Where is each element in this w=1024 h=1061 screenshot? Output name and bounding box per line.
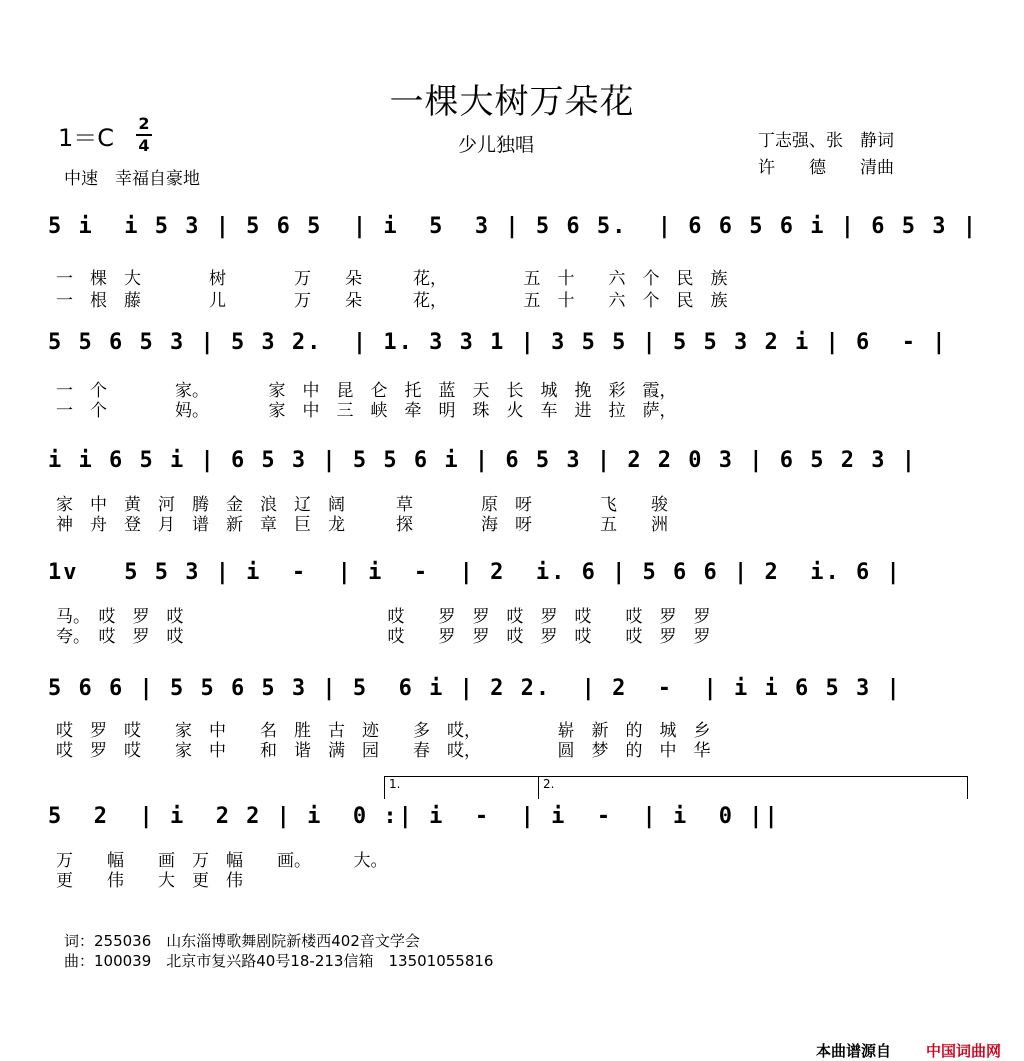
notation-line: i i 6 5 i | 6 5 3 | 5 5 6 i | 6 5 3 | 2 2 0 3 | 6 5 2 3 |	[48, 448, 917, 473]
lyric-verse-1: 一 个 家。 家 中 昆 仑 托 蓝 天 长 城 挽 彩 霞，	[56, 381, 677, 401]
source-site-link[interactable]: 中国词曲网	[926, 1042, 1002, 1060]
time-signature-bottom: 4	[138, 136, 150, 155]
composer-credit: 许 德 清曲	[758, 158, 894, 178]
notation-line: 5 2 | i 2 2 | i 0 :| i - | i - | i 0 ||	[48, 804, 780, 829]
tempo-marking: 中速 幸福自豪地	[64, 169, 200, 189]
time-signature-top: 2	[138, 114, 150, 133]
lyric-verse-2: 哎 罗 哎 家 中 和 谐 满 园 春 哎， 圆 梦 的 中 华	[56, 741, 711, 761]
notation-line: 5 5 6 5 3 | 5 3 2. | 1. 3 3 1 | 3 5 5 | 5 5 3 2 i | 6 - |	[48, 330, 948, 355]
score-row-2	[48, 330, 978, 450]
volta-bracket-1: 1.	[384, 776, 539, 799]
lyric-verse-2: 夸。 哎 罗 哎 哎 罗 罗 哎 罗 哎 哎 罗 罗	[56, 627, 711, 647]
lyric-verse-2: 更 伟 大 更 伟	[56, 871, 243, 891]
score-row-1	[48, 214, 978, 334]
lyricist-address: 词：255036 山东淄博歌舞剧院新楼西402音文学会	[64, 932, 420, 950]
time-signature	[136, 116, 152, 154]
score-row-6	[48, 777, 978, 924]
composer-address: 曲：100039 北京市复兴路40号18-213信箱 13501055816	[64, 952, 494, 970]
score-row-3	[48, 448, 978, 568]
lyric-verse-1: 马。 哎 罗 哎 哎 罗 罗 哎 罗 哎 哎 罗 罗	[56, 607, 711, 627]
lyric-verse-1: 一 棵 大 树 万 朵 花， 五 十 六 个 民 族	[56, 269, 728, 289]
notation-line: 5 i i 5 3 | 5 6 5 | i 5 3 | 5 6 5. | 6 6 5 6 i | 6 5 3 |	[48, 214, 978, 239]
lyric-verse-2: 一 根 藤 儿 万 朵 花， 五 十 六 个 民 族	[56, 291, 728, 311]
lyric-verse-1: 家 中 黄 河 腾 金 浪 辽 阔 草 原 呀 飞 骏	[56, 495, 668, 515]
song-title: 一棵大树万朵花	[389, 82, 635, 122]
source-label: 本曲谱源自	[816, 1042, 892, 1060]
notation-line: 1v 5 5 3 | i - | i - | 2 i. 6 | 5 6 6 | 2 i. 6 |	[48, 560, 902, 585]
lyric-verse-1: 万 幅 画 万 幅 画。 大。	[56, 851, 388, 871]
lyricist-credit: 丁志强、张 静词	[758, 131, 894, 151]
credits	[758, 128, 894, 182]
lyric-verse-1: 哎 罗 哎 家 中 名 胜 古 迹 多 哎， 崭 新 的 城 乡	[56, 721, 711, 741]
lyric-verse-2: 神 舟 登 月 谱 新 章 巨 龙 探 海 呀 五 洲	[56, 515, 668, 535]
lyric-verse-2: 一 个 妈。 家 中 三 峡 牵 明 珠 火 车 进 拉 萨，	[56, 401, 677, 421]
notation-line: 5 6 6 | 5 5 6 5 3 | 5 6 i | 2 2. | 2 - | i i 6 5 3 |	[48, 676, 902, 701]
score-row-4	[48, 560, 978, 680]
song-subtitle: 少儿独唱	[458, 134, 535, 156]
volta-bracket-2: 2.	[538, 776, 968, 799]
key-signature: 1＝C	[58, 124, 115, 152]
